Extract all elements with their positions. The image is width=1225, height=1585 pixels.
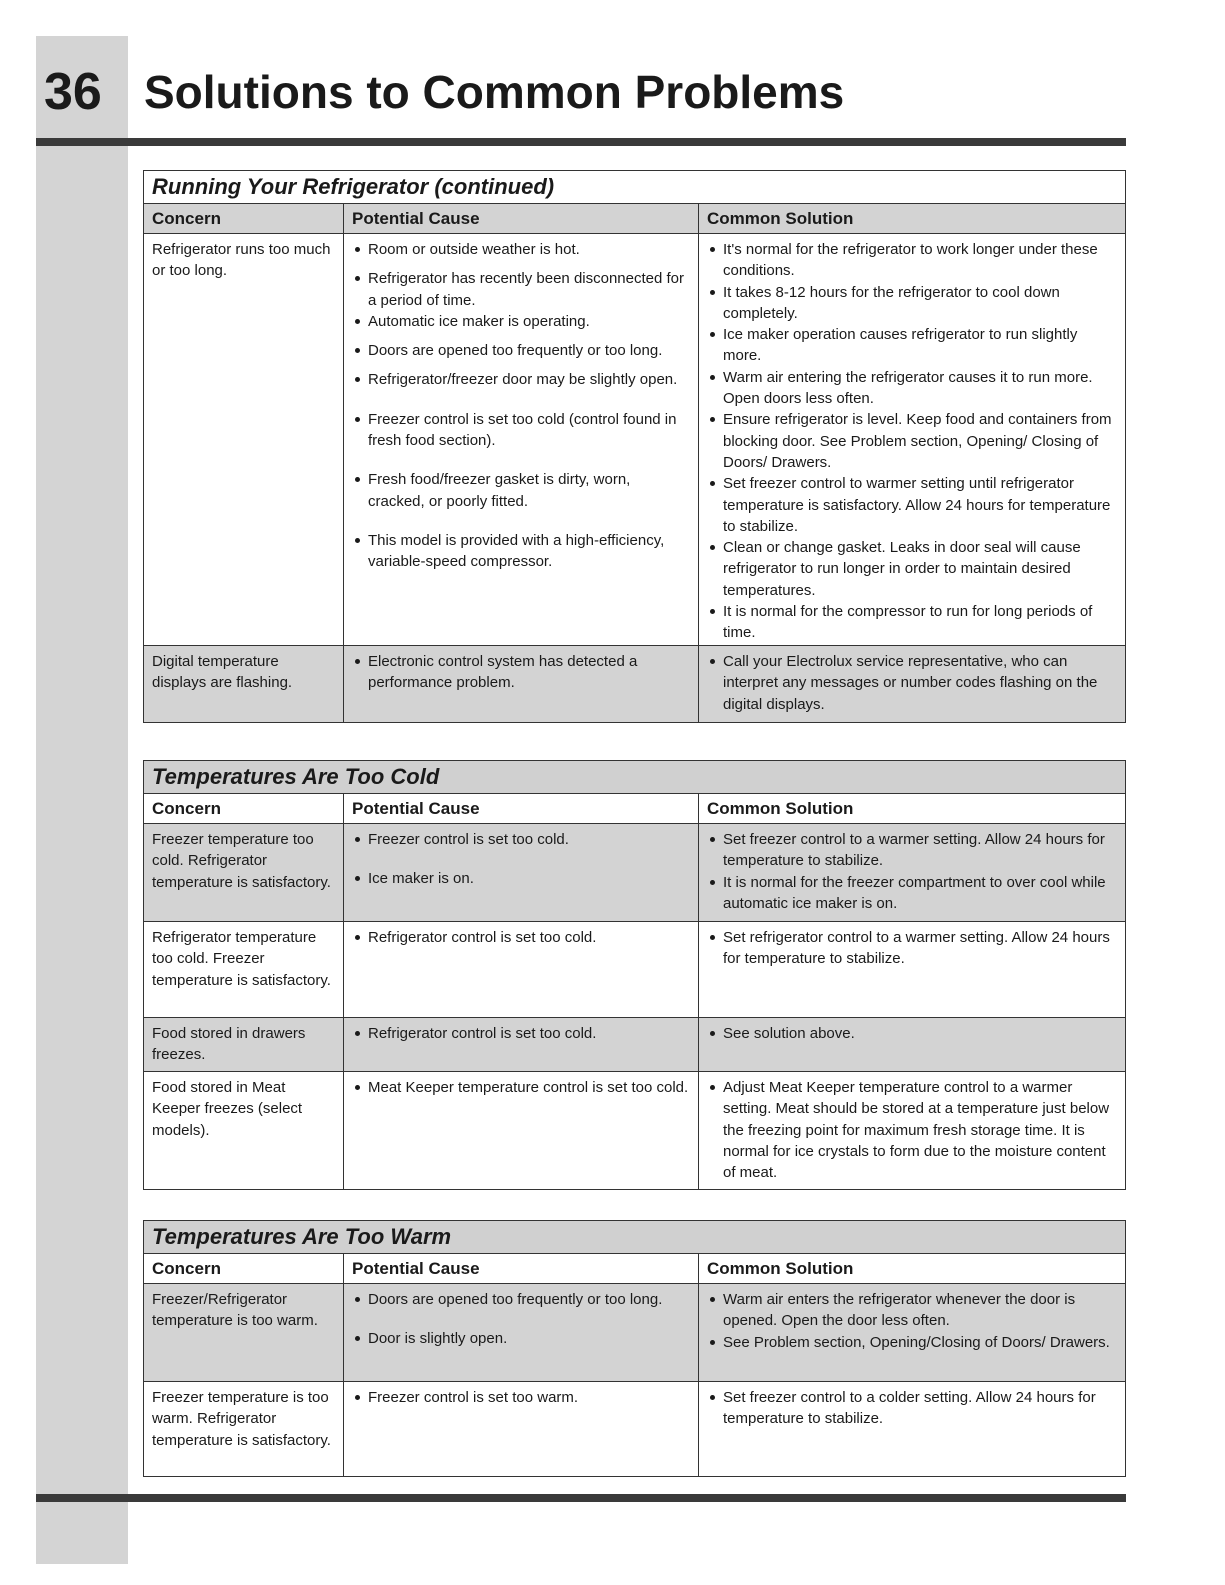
concern-cell: Digital temperature displays are flashing. [144, 646, 344, 722]
cause-item: Refrigerator/freezer door may be slightly open. [352, 369, 690, 390]
solution-item: Clean or change gasket. Leaks in door seal will cause refrigerator to run longer in order to maintain desired temperatures. [707, 537, 1117, 601]
section-title: Temperatures Are Too Cold [144, 761, 1125, 794]
cause-item: Refrigerator has recently been disconnected for a period of time. [352, 268, 690, 311]
solution-item: It's normal for the refrigerator to work longer under these conditions. [707, 239, 1117, 282]
cause-item: Doors are opened too frequently or too long. [352, 1289, 690, 1310]
cause-item: Electronic control system has detected a performance problem. [352, 651, 690, 694]
section-too-warm [143, 1220, 1126, 1477]
solution-cell [699, 234, 1125, 645]
cause-item: Freezer control is set too cold (control found in fresh food section). [352, 409, 690, 452]
cause-cell [344, 1382, 699, 1476]
concern-cell: Food stored in drawers freezes. [144, 1018, 344, 1071]
column-header-cause: Potential Cause [344, 794, 699, 823]
column-header-concern: Concern [144, 1254, 344, 1283]
cause-item: Ice maker is on. [352, 868, 690, 889]
solution-item: It is normal for the freezer compartment to over cool while automatic ice maker is on. [707, 872, 1117, 915]
cause-item: Meat Keeper temperature control is set too cold. [352, 1077, 690, 1098]
cause-item: Freezer control is set too cold. [352, 829, 690, 850]
cause-item: Room or outside weather is hot. [352, 239, 690, 260]
solution-cell [699, 1072, 1125, 1189]
section-running-refrigerator [143, 170, 1126, 723]
solution-item: Set freezer control to a colder setting. Allow 24 hours for temperature to stabilize. [707, 1387, 1117, 1430]
cause-item: This model is provided with a high-efficiency, variable-speed compressor. [352, 530, 690, 573]
header-rule [36, 138, 1126, 146]
cause-cell [344, 1072, 699, 1189]
solution-item: It takes 8-12 hours for the refrigerator to cool down completely. [707, 282, 1117, 325]
cause-cell [344, 922, 699, 1017]
solution-cell [699, 1284, 1125, 1381]
cause-cell [344, 646, 699, 722]
section-too-cold [143, 760, 1126, 1190]
solution-item: It is normal for the compressor to run for long periods of time. [707, 601, 1117, 644]
solution-cell [699, 1382, 1125, 1476]
solution-cell [699, 824, 1125, 921]
table-header-row [144, 204, 1125, 234]
cause-item: Automatic ice maker is operating. [352, 311, 690, 332]
table-row [144, 234, 1125, 646]
cause-item: Fresh food/freezer gasket is dirty, worn, cracked, or poorly fitted. [352, 469, 690, 512]
solution-item: See solution above. [707, 1023, 1117, 1044]
solution-item: See Problem section, Opening/Closing of Doors/ Drawers. [707, 1332, 1117, 1353]
concern-cell: Refrigerator temperature too cold. Freezer temperature is satisfactory. [144, 922, 344, 1017]
cause-item: Refrigerator control is set too cold. [352, 927, 690, 948]
solution-item: Set refrigerator control to a warmer setting. Allow 24 hours for temperature to stabilize. [707, 927, 1117, 970]
solution-cell [699, 922, 1125, 1017]
page-title: Solutions to Common Problems [144, 66, 845, 118]
cause-cell [344, 234, 699, 645]
column-header-solution: Common Solution [707, 1259, 854, 1278]
cause-item: Refrigerator control is set too cold. [352, 1023, 690, 1044]
cause-item: Freezer control is set too warm. [352, 1387, 690, 1408]
table-row [144, 1382, 1125, 1476]
column-header-cause: Potential Cause [344, 204, 699, 233]
table-row [144, 1284, 1125, 1382]
solution-item: Warm air entering the refrigerator causes it to run more. Open doors less often. [707, 367, 1117, 410]
table-row [144, 1072, 1125, 1189]
solution-item: Call your Electrolux service representative, who can interpret any messages or number codes flashing on the digital displays. [707, 651, 1117, 715]
table-row [144, 1018, 1125, 1072]
concern-cell: Freezer/Refrigerator temperature is too warm. [144, 1284, 344, 1381]
cause-cell [344, 1018, 699, 1071]
page-number: 36 [44, 63, 102, 121]
solution-item: Set freezer control to a warmer setting. Allow 24 hours for temperature to stabilize. [707, 829, 1117, 872]
cause-cell [344, 1284, 699, 1381]
solution-item: Adjust Meat Keeper temperature control to a warmer setting. Meat should be stored at a temperature just below the freezing point for maximum fresh storage time. It is normal for ice crystals to form due to the moisture content of meat. [707, 1077, 1117, 1183]
solution-item: Warm air enters the refrigerator whenever the door is opened. Open the door less often. [707, 1289, 1117, 1332]
solution-item: Ice maker operation causes refrigerator to run slightly more. [707, 324, 1117, 367]
footer-rule [36, 1494, 1126, 1502]
column-header-solution: Common Solution [707, 799, 854, 818]
table-row [144, 646, 1125, 722]
cause-item: Door is slightly open. [352, 1328, 690, 1349]
section-title: Running Your Refrigerator (continued) [144, 171, 1125, 204]
solution-cell [699, 646, 1125, 722]
column-header-concern: Concern [144, 794, 344, 823]
solution-cell [699, 1018, 1125, 1071]
concern-cell: Freezer temperature too cold. Refrigerator temperature is satisfactory. [144, 824, 344, 921]
side-tab-strip [36, 36, 128, 1564]
solution-item: Ensure refrigerator is level. Keep food and containers from blocking door. See Problem section, Opening/ Closing of Doors/ Drawers. [707, 409, 1117, 473]
table-row [144, 922, 1125, 1018]
column-header-solution: Common Solution [707, 209, 854, 228]
table-row [144, 824, 1125, 922]
column-header-concern: Concern [144, 204, 344, 233]
concern-cell: Freezer temperature is too warm. Refrigerator temperature is satisfactory. [144, 1382, 344, 1476]
cause-item: Doors are opened too frequently or too long. [352, 340, 690, 361]
table-header-row [144, 794, 1125, 824]
concern-cell: Refrigerator runs too much or too long. [144, 234, 344, 645]
section-title: Temperatures Are Too Warm [144, 1221, 1125, 1254]
concern-cell: Food stored in Meat Keeper freezes (select models). [144, 1072, 344, 1189]
table-header-row [144, 1254, 1125, 1284]
column-header-cause: Potential Cause [344, 1254, 699, 1283]
solution-item: Set freezer control to warmer setting until refrigerator temperature is satisfactory. Allow 24 hours for temperature to stabilize. [707, 473, 1117, 537]
cause-cell [344, 824, 699, 921]
